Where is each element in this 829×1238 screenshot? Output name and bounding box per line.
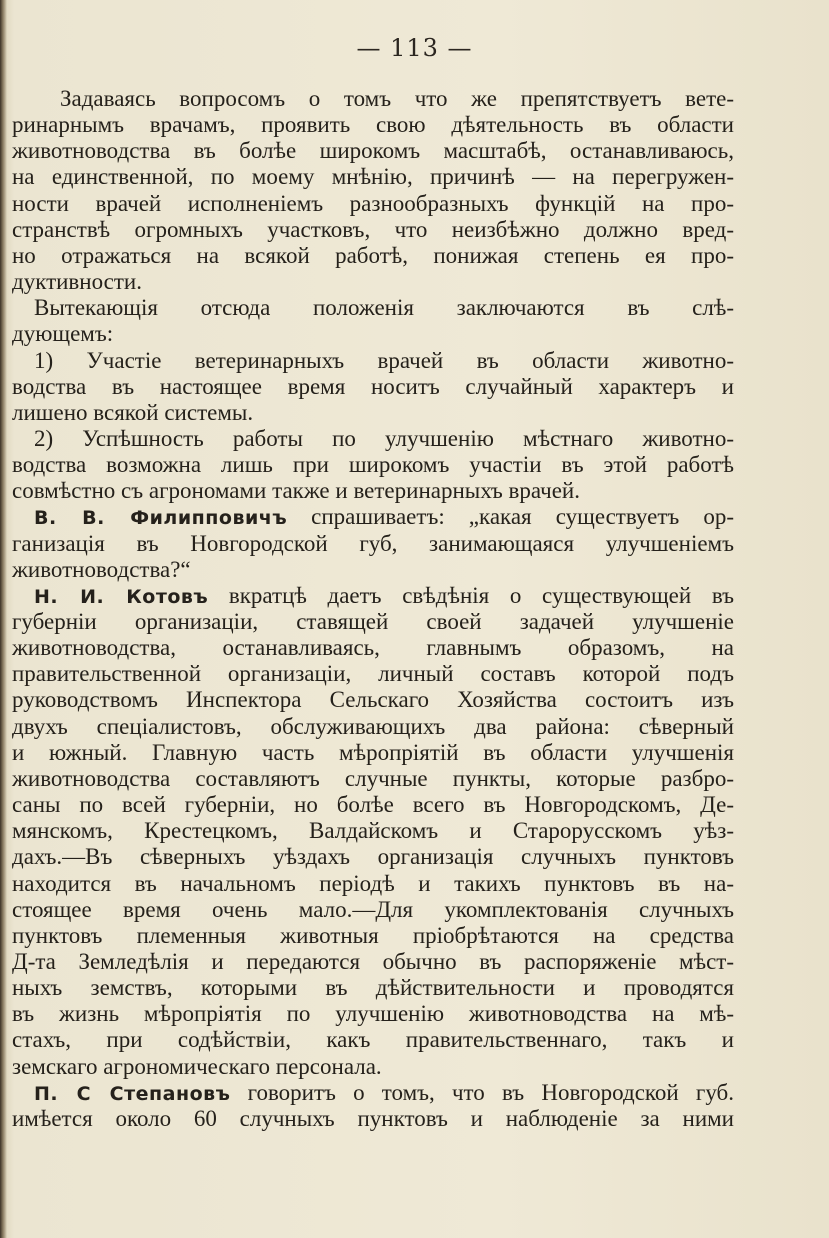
text-line: Д-та Земледѣлія и передаются обычно въ распоряженіе мѣст- [12, 948, 734, 974]
text-line: 2) Успѣшность работы по улучшенію мѣстнаго животно- [34, 425, 734, 451]
page-binding-edge [0, 0, 7, 1238]
page-number: — 113 — [356, 34, 473, 62]
speaker-name: Н. И. Котовъ [34, 585, 209, 608]
text-line: стахъ, при содѣйствіи, какъ правительственнаго, такъ и [12, 1027, 734, 1053]
text-line: животноводства, останавливаясь, главнымъ образомъ, на [12, 635, 734, 661]
text-line: и южный. Главную часть мѣропріятій въ области улучшенія [12, 739, 734, 765]
text-line: двухъ спеціалистовъ, обслуживающихъ два района: сѣверный [12, 713, 734, 739]
text-line: находится въ начальномъ періодѣ и такихъ пунктовъ въ на- [12, 870, 734, 896]
speaker-name: В. В. Филипповичъ [34, 507, 288, 530]
text-line: пунктовъ племенныя животныя пріобрѣтаются на средства [12, 922, 734, 948]
speaker-name: П. С Степановъ [34, 1082, 231, 1105]
text-line: Задаваясь вопросомъ о томъ что же препятствуетъ вете- [60, 86, 734, 111]
text-line: ринарнымъ врачамъ, проявить свою дѣятельность въ области [12, 112, 734, 138]
text-line: правительственной организаціи, личный составъ которой подъ [12, 661, 734, 687]
text-line: Вытекающія отсюда положенія заключаются въ слѣ- [34, 295, 734, 321]
text-line: животноводства?“ [12, 556, 191, 582]
line-text: спрашиваетъ: „какая существуетъ ор- [287, 504, 734, 530]
text-line: губерніи организаціи, ставящей своей задачей улучшеніе [12, 609, 734, 634]
text-line: ности врачей исполненіемъ разнообразныхъ функцій на про- [12, 190, 734, 216]
text-line: земскаго агрономическаго персонала. [12, 1053, 382, 1079]
text-line: водства возможна лишь при широкомъ участіи въ этой работѣ [12, 452, 734, 478]
text-line: мянскомъ, Крестецкомъ, Валдайскомъ и Старорусскомъ уѣз- [12, 818, 734, 844]
text-line [12, 504, 734, 530]
text-line: въ жизнь мѣропріятія по улучшенію животноводства на мѣ- [12, 1001, 734, 1027]
text-line: животноводства въ болѣе широкомъ масштабѣ, останавливаюсь, [12, 138, 734, 164]
text-line: дахъ.—Въ сѣверныхъ уѣздахъ организація случныхъ пунктовъ [12, 844, 734, 870]
text-line: водства въ настоящее время носитъ случайный характеръ и [12, 373, 734, 399]
text-line: руководствомъ Инспектора Сельскаго Хозяйства состоитъ изъ [12, 687, 734, 713]
text-line: имѣется около 60 случныхъ пунктовъ и наблюденіе за ними [12, 1105, 734, 1131]
text-line: лишено всякой системы. [12, 399, 254, 425]
line-text: говоритъ о томъ, что въ Новгородской губ. [230, 1079, 734, 1105]
text-line: животноводства составляютъ случные пункты, которые разбро- [12, 765, 734, 791]
text-line: дуктивности. [12, 269, 142, 295]
text-line: совмѣстно съ агрономами также и ветеринарныхъ врачей. [12, 478, 580, 504]
text-line: 1) Участіе ветеринарныхъ врачей въ области животно- [34, 347, 734, 373]
text-line: дующемъ: [12, 321, 114, 347]
text-line: саны по всей губерніи, но болѣе всего въ Новгородскомъ, Де- [12, 792, 734, 818]
line-text: вкратцѣ даетъ свѣдѣнія о существующей въ [208, 582, 735, 608]
text-line: ганизація въ Новгородской губ, занимающаяся улучшеніемъ [12, 530, 734, 556]
text-line [12, 1080, 734, 1106]
text-line: на единственной, по моему мнѣнію, причинѣ — на перегружен- [12, 164, 734, 190]
text-line [12, 583, 734, 609]
text-line: стоящее время очень мало.—Для укомплектованія случныхъ [12, 896, 734, 922]
text-line: ныхъ земствъ, которыми въ дѣйствительности и проводятся [12, 975, 734, 1001]
text-line: странствѣ огромныхъ участковъ, что неизбѣжно должно вред- [12, 216, 734, 242]
text-line: но отражаться на всякой работѣ, понижая степень ея про- [12, 242, 734, 268]
